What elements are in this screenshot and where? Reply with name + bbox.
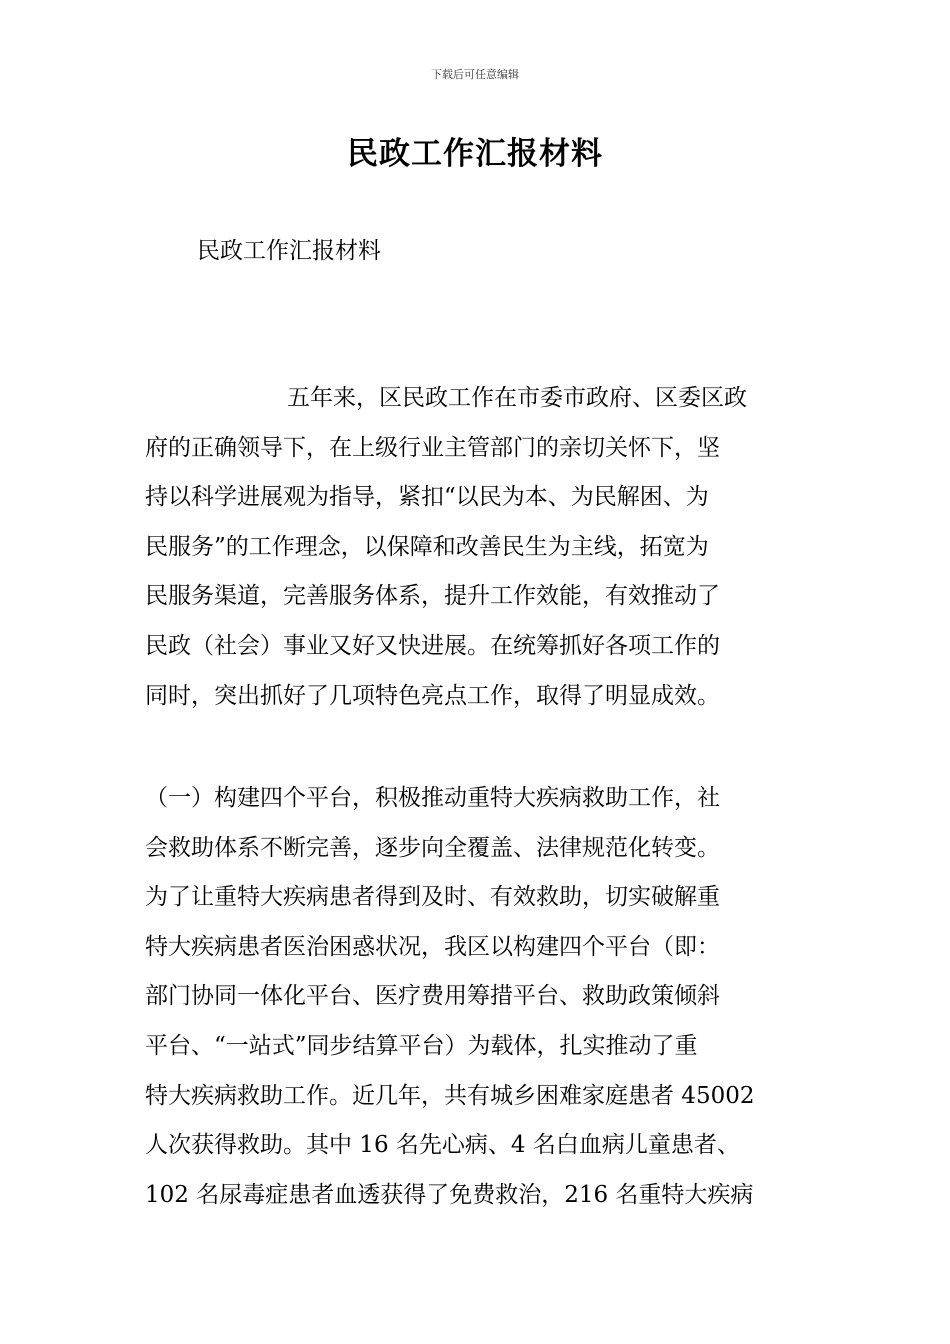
document-title: 民政工作汇报材料: [347, 136, 603, 172]
paragraph-line: 府的正确领导下，在上级行业主管部门的亲切关怀下，坚: [145, 434, 720, 461]
paragraph-line: 102 名尿毒症患者血透获得了免费救治，216 名重特大疾病: [145, 1181, 754, 1208]
document-subtitle: 民政工作汇报材料: [197, 238, 381, 264]
section-1-paragraph: [145, 781, 810, 1227]
paragraph-line: 民服务渠道，完善服务体系，提升工作效能，有效推动了: [145, 583, 720, 610]
paragraph-line: 特大疾病患者医治困惑状况，我区以构建四个平台（即：: [145, 933, 720, 960]
paragraph-line: 持以科学进展观为指导，紧扣“以民为本、为民解困、为: [145, 484, 709, 511]
paragraph-line: 民服务”的工作理念，以保障和改善民生为主线，拓宽为: [145, 533, 709, 560]
paragraph-line: 特大疾病救助工作。近几年，共有城乡困难家庭患者 45002: [145, 1082, 755, 1109]
paragraph-line: 五年来，区民政工作在市委市政府、区委区政: [287, 385, 747, 411]
paragraph-line: 民政（社会）事业又好又快进展。在统筹抓好各项工作的: [145, 632, 720, 659]
paragraph-line: 部门协同一体化平台、医疗费用筹措平台、救助政策倾斜: [145, 983, 720, 1010]
header-note: 下载后可任意编辑: [431, 68, 519, 81]
paragraph-line: 平台、“一站式”同步结算平台）为载体，扎实推动了重: [145, 1032, 698, 1059]
paragraph-line: 同时，突出抓好了几项特色亮点工作，取得了明显成效。: [145, 682, 720, 709]
paragraph-line: 人次获得救助。其中 16 名先心病、4 名白血病儿童患者、: [145, 1132, 740, 1159]
intro-paragraph: [145, 381, 810, 728]
paragraph-line: 会救助体系不断完善，逐步向全覆盖、法律规范化转变。: [145, 834, 720, 861]
paragraph-line: （一）构建四个平台，积极推动重特大疾病救助工作，社: [145, 785, 720, 811]
paragraph-line: 为了让重特大疾病患者得到及时、有效救助，切实破解重: [145, 884, 720, 911]
